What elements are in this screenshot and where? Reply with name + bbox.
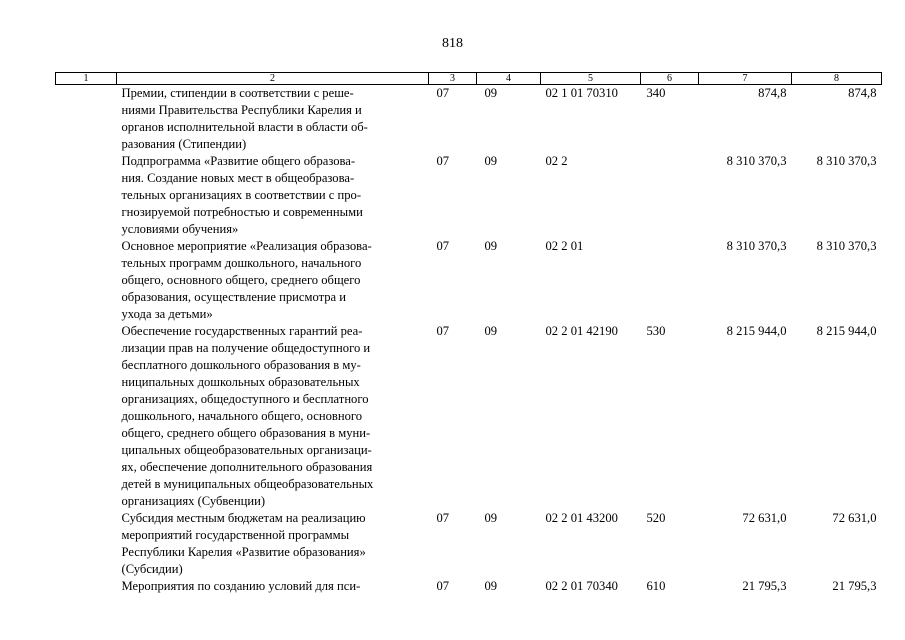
cell-expense-type: 610 — [646, 579, 666, 593]
column-header: 7 — [699, 73, 792, 85]
name-line: (Субсидии) — [121, 562, 183, 576]
cell-section: 07 — [436, 239, 450, 253]
name-line: дошкольного, начального общего, основного — [121, 409, 363, 423]
cell-amount-2: 72 631,0 — [832, 511, 877, 525]
cell-target-code: 02 2 01 43200 — [545, 511, 618, 525]
name-line: гнозируемой потребностью и современными — [121, 205, 363, 219]
cell-empty — [56, 578, 117, 595]
cell-section: 07 — [436, 154, 450, 168]
name-line: тельных организациях в соответствии с про- — [121, 188, 362, 202]
table-row — [56, 85, 882, 154]
cell-expense-type: 530 — [646, 324, 666, 338]
cell-target-code: 02 2 01 — [545, 239, 584, 253]
cell-empty — [56, 153, 117, 238]
cell-amount-1: 72 631,0 — [742, 511, 787, 525]
name-line: органов исполнительной власти в области об- — [121, 120, 368, 134]
cell-target-code: 02 2 — [545, 154, 568, 168]
cell-amount-2: 8 310 370,3 — [816, 239, 877, 253]
name-line: детей в муниципальных общеобразовательных — [121, 477, 374, 491]
cell-amount-1: 8 310 370,3 — [726, 154, 787, 168]
cell-section: 07 — [436, 579, 450, 593]
column-header: 6 — [641, 73, 699, 85]
column-header: 4 — [477, 73, 541, 85]
table-row — [56, 153, 882, 238]
name-line: Мероприятия по созданию условий для пси- — [121, 579, 361, 593]
name-line: разования (Стипендии) — [121, 137, 247, 151]
cell-subsection: 09 — [484, 239, 498, 253]
name-line: ципальных общеобразовательных организаци- — [121, 443, 372, 457]
cell-target-code: 02 2 01 42190 — [545, 324, 618, 338]
column-header: 3 — [429, 73, 477, 85]
cell-expense-type: 340 — [646, 86, 666, 100]
name-line: ях, обеспечение дополнительного образования — [121, 460, 373, 474]
table-row — [56, 510, 882, 578]
table-body — [56, 85, 882, 596]
cell-section: 07 — [436, 324, 450, 338]
cell-name — [117, 85, 429, 154]
cell-empty — [56, 238, 117, 323]
cell-amount-2: 874,8 — [848, 86, 877, 100]
cell-subsection: 09 — [484, 154, 498, 168]
cell-empty — [56, 510, 117, 578]
cell-target-code: 02 1 01 70310 — [545, 86, 618, 100]
name-line: Основное мероприятие «Реализация образова- — [121, 239, 372, 253]
cell-name — [117, 323, 429, 510]
name-line: бесплатного дошкольного образования в му- — [121, 358, 361, 372]
cell-name — [117, 238, 429, 323]
cell-section: 07 — [436, 511, 450, 525]
name-line: общего, основного общего, среднего общего — [121, 273, 361, 287]
budget-table — [55, 72, 882, 595]
name-line: тельных программ дошкольного, начального — [121, 256, 362, 270]
cell-subsection: 09 — [484, 511, 498, 525]
cell-amount-2: 8 215 944,0 — [816, 324, 877, 338]
name-line: ниципальных дошкольных образовательных — [121, 375, 360, 389]
name-line: Подпрограмма «Развитие общего образова- — [121, 154, 356, 168]
name-line: общего, среднего общего образования в муни- — [121, 426, 371, 440]
name-line: ния. Создание новых мест в общеобразова- — [121, 171, 355, 185]
header-row — [56, 73, 882, 85]
name-line: образования, осуществление присмотра и — [121, 290, 347, 304]
table-row — [56, 578, 882, 595]
cell-amount-1: 874,8 — [758, 86, 787, 100]
name-line: Обеспечение государственных гарантий реа- — [121, 324, 363, 338]
name-line: ухода за детьми» — [121, 307, 213, 321]
name-line: мероприятий государственной программы — [121, 528, 350, 542]
cell-name — [117, 510, 429, 578]
table-row — [56, 238, 882, 323]
column-header: 2 — [117, 73, 429, 85]
cell-name — [117, 578, 429, 595]
cell-section: 07 — [436, 86, 450, 100]
cell-empty — [56, 85, 117, 154]
cell-target-code: 02 2 01 70340 — [545, 579, 618, 593]
column-header: 5 — [541, 73, 641, 85]
cell-name — [117, 153, 429, 238]
table-row — [56, 323, 882, 510]
name-line: условиями обучения» — [121, 222, 239, 236]
page-number: 818 — [442, 36, 463, 51]
cell-amount-2: 8 310 370,3 — [816, 154, 877, 168]
column-header: 1 — [56, 73, 117, 85]
cell-subsection: 09 — [484, 324, 498, 338]
name-line: организациях, общедоступного и бесплатного — [121, 392, 369, 406]
name-line: Премии, стипендии в соответствии с реше- — [121, 86, 354, 100]
name-line: Субсидия местным бюджетам на реализацию — [121, 511, 366, 525]
name-line: ниями Правительства Республики Карелия и — [121, 103, 362, 117]
cell-expense-type: 520 — [646, 511, 666, 525]
cell-empty — [56, 323, 117, 510]
name-line: Республики Карелия «Развитие образования» — [121, 545, 366, 559]
name-line: организациях (Субвенции) — [121, 494, 266, 508]
cell-subsection: 09 — [484, 579, 498, 593]
cell-amount-1: 8 215 944,0 — [726, 324, 787, 338]
column-header: 8 — [792, 73, 882, 85]
cell-amount-2: 21 795,3 — [832, 579, 877, 593]
cell-amount-1: 21 795,3 — [742, 579, 787, 593]
name-line: лизации прав на получение общедоступного и — [121, 341, 371, 355]
cell-expense-type — [641, 153, 699, 238]
cell-expense-type — [641, 238, 699, 323]
cell-subsection: 09 — [484, 86, 498, 100]
cell-amount-1: 8 310 370,3 — [726, 239, 787, 253]
